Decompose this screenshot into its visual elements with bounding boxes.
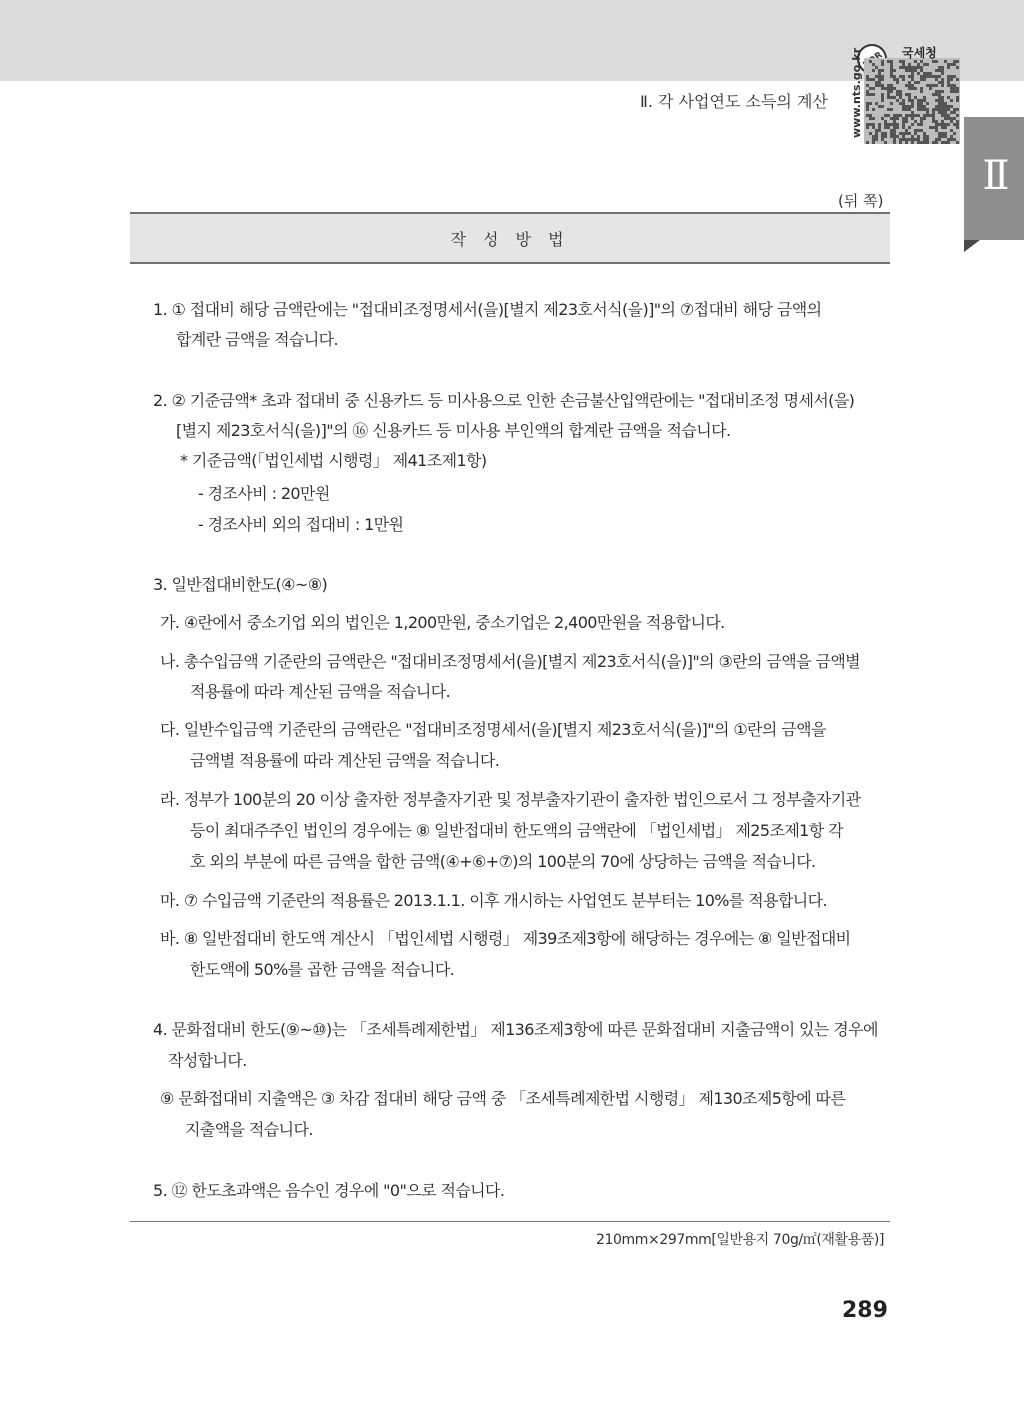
instruction-line: 1. ① 접대비 해당 금액란에는 "접대비조정명세서(을)[별지 제23호서식(을)]"의 ⑦접대비 해당 금액의 bbox=[153, 300, 822, 319]
instruction-line: 한도액에 50%를 곱한 금액을 적습니다. bbox=[190, 960, 455, 979]
method-heading-box bbox=[130, 212, 890, 264]
agency-label: 국세청 bbox=[902, 46, 937, 60]
running-header-title: Ⅱ. 각 사업연도 소득의 계산 bbox=[640, 92, 828, 111]
instruction-line: 라. 정부가 100분의 20 이상 출자한 정부출자기관 및 정부출자기관이 출자한 법인으로서 그 정부출자기관 bbox=[160, 790, 861, 809]
method-heading: 작 성 방 법 bbox=[450, 230, 570, 249]
instruction-line: 다. 일반수입금액 기준란의 금액란은 "접대비조정명세서(을)[별지 제23호서식(을)]"의 ①란의 금액을 bbox=[160, 720, 826, 739]
instruction-line: [별지 제23호서식(을)]"의 ⑯ 신용카드 등 미사용 부인액의 합계란 금액을 적습니다. bbox=[176, 421, 731, 440]
instruction-line: 적용률에 따라 계산된 금액을 적습니다. bbox=[190, 682, 451, 701]
chapter-number: Ⅱ bbox=[982, 153, 1008, 199]
instruction-line: 4. 문화접대비 한도(⑨~⑩)는 「조세특례제한법」 제136조제3항에 따른 문화접대비 지출금액이 있는 경우에 bbox=[153, 1020, 878, 1039]
instruction-line: - 경조사비 : 20만원 bbox=[198, 484, 330, 503]
instruction-line: 바. ⑧ 일반접대비 한도액 계산시 「법인세법 시행령」 제39조제3항에 해당하는 경우에는 ⑧ 일반접대비 bbox=[160, 929, 851, 948]
instruction-line: 2. ② 기준금액* 초과 접대비 중 신용카드 등 미사용으로 인한 손금불산입액란에는 "접대비조정 명세서(을) bbox=[153, 391, 855, 410]
instruction-line: 지출액을 적습니다. bbox=[185, 1120, 313, 1139]
instruction-line: ⑨ 문화접대비 지출액은 ③ 차감 접대비 해당 금액 중 「조세특례제한법 시행령」 제130조제5항에 따른 bbox=[160, 1089, 846, 1108]
page-number: 289 bbox=[842, 1298, 888, 1323]
instruction-line: 합계란 금액을 적습니다. bbox=[176, 330, 339, 349]
chapter-tab-shadow bbox=[964, 240, 980, 252]
instruction-line: 3. 일반접대비한도(④~⑧) bbox=[153, 575, 328, 594]
instruction-line: * 기준금액(「법인세법 시행령」 제41조제1항) bbox=[180, 451, 487, 470]
instruction-line: 등이 최대주주인 법인의 경우에는 ⑧ 일반접대비 한도액의 금액란에 「법인세법」 제25조제1항 각 bbox=[190, 821, 843, 840]
paper-spec: 210mm×297mm[일반용지 70g/㎡(재활용품)] bbox=[596, 1232, 885, 1248]
instruction-line: - 경조사비 외의 접대비 : 1만원 bbox=[198, 515, 404, 534]
site-url-vertical: www.nts.go.kr bbox=[850, 47, 863, 138]
bottom-divider bbox=[130, 1221, 890, 1222]
instruction-line: 작성합니다. bbox=[168, 1051, 247, 1070]
instruction-line: 나. 총수입금액 기준란의 금액란은 "접대비조정명세서(을)[별지 제23호서식(을)]"의 ③란의 금액을 금액별 bbox=[160, 652, 861, 671]
instruction-line: 금액별 적용률에 따라 계산된 금액을 적습니다. bbox=[190, 751, 500, 770]
instruction-line: 5. ⑫ 한도초과액은 음수인 경우에 "0"으로 적습니다. bbox=[153, 1181, 505, 1200]
instruction-line: 가. ④란에서 중소기업 외의 법인은 1,200만원, 중소기업은 2,400만원을 적용합니다. bbox=[160, 613, 725, 632]
instruction-line: 호 외의 부분에 따른 금액을 합한 금액(④+⑥+⑦)의 100분의 70에 상당하는 금액을 적습니다. bbox=[190, 852, 816, 871]
instruction-line: 마. ⑦ 수입금액 기준란의 적용률은 2013.1.1. 이후 개시하는 사업연도 분부터는 10%를 적용합니다. bbox=[160, 891, 828, 910]
side-label: (뒤 쪽) bbox=[838, 192, 884, 210]
